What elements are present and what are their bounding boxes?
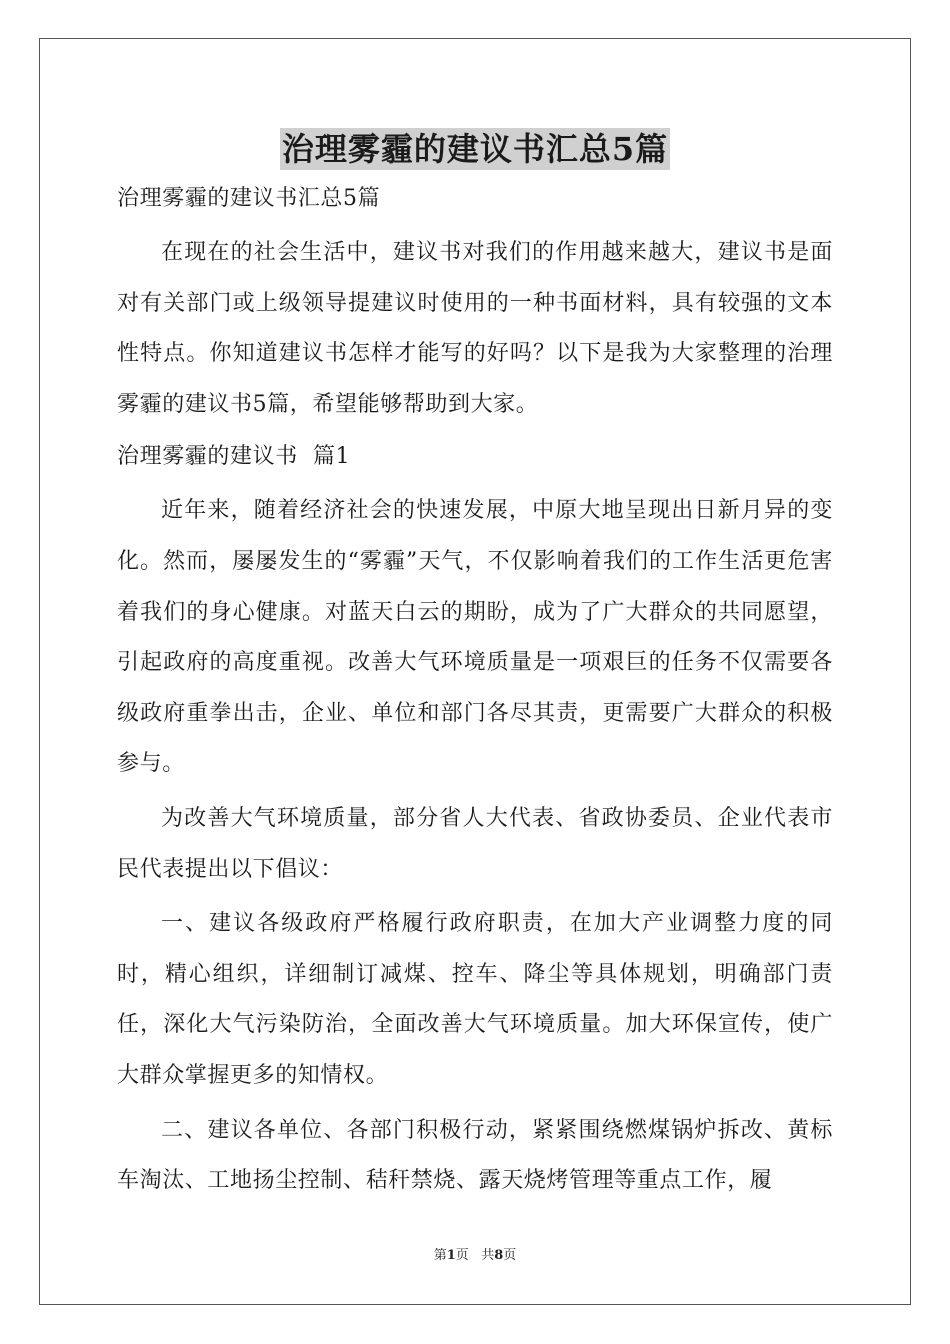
document-title: 治理雾霾的建议书汇总5篇	[281, 130, 669, 168]
page-footer	[0, 1244, 950, 1263]
section-heading: 治理雾霾的建议书 篇1	[117, 444, 351, 470]
document-subtitle: 治理雾霾的建议书汇总5篇	[117, 186, 381, 211]
page-label-mid: 页	[455, 1248, 469, 1263]
total-label-prefix: 共	[481, 1248, 495, 1263]
page-label-prefix: 第	[433, 1248, 447, 1263]
total-label-suffix: 页	[503, 1248, 517, 1263]
body-paragraph-1: 近年来，随着经济社会的快速发展，中原大地呈现出日新月异的变化。然而，屡屡发生的“雾霾”天气，不仅影响着我们的工作生活更危害着我们的身心健康。对蓝天白云的期盼，成为了广大群众的共同愿望，引起政府的高度重视。改善大气环境质量是一项艰巨的任务不仅需要各级政府重拳出击，企业、单位和部门各尽其责，更需要广大群众的积极参与。	[117, 498, 833, 777]
page-current: 1	[446, 1248, 456, 1263]
intro-paragraph: 在现在的社会生活中，建议书对我们的作用越来越大，建议书是面对有关部门或上级领导提建议时使用的一种书面材料，具有较强的文本性特点。你知道建议书怎样才能写的好吗？以下是我为大家整理的治理雾霾的建议书5篇，希望能够帮助到大家。	[117, 240, 833, 417]
page-total: 8	[494, 1248, 504, 1263]
body-paragraph-2: 为改善大气环境质量，部分省人大代表、省政协委员、企业代表市民代表提出以下倡议：	[117, 805, 833, 882]
title-wrap	[0, 128, 950, 170]
body-paragraph-3: 一、建议各级政府严格履行政府职责，在加大产业调整力度的同时，精心组织，详细制订减煤、控车、降尘等具体规划，明确部门责任，深化大气污染防治，全面改善大气环境质量。加大环保宣传，使广大群众掌握更多的知情权。	[117, 911, 833, 1088]
body-paragraph-4: 二、建议各单位、各部门积极行动，紧紧围绕燃煤锅炉拆改、黄标车淘汰、工地扬尘控制、秸秆禁烧、露天烧烤管理等重点工作，履	[117, 1117, 833, 1194]
document-body	[117, 176, 833, 1211]
